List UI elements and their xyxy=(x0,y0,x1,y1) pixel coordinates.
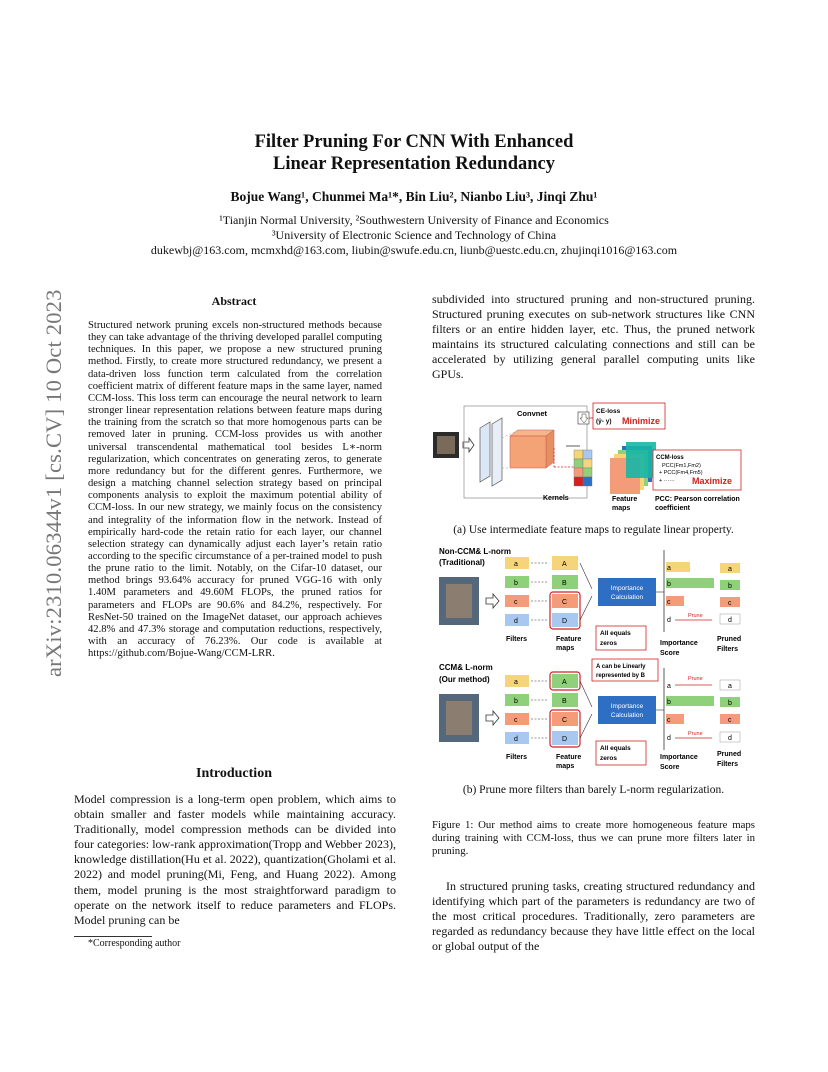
score-b-bottom xyxy=(666,696,714,706)
score-b-top xyxy=(666,578,714,588)
prune-label-bottom-1: Prune xyxy=(688,676,703,682)
maps-label-bottom: maps xyxy=(556,763,575,770)
kernel-stack xyxy=(574,450,592,486)
abstract-body: Structured network pruning excels non-structured methods because they can take advantage of the thriving developed parallel computing techniques. In this paper, we propose a new structured pruning method. Firstly, to create more structured redundancy, we present a data-driven loss function term calculated from the correlation coefficient matrix of different feature maps in the same layer, named CCM-loss. This loss term can encourage the neural network to learn stronger linear representation relations between feature maps during the training from the scratch so that more homogenous parts can be removed later in pruning. CCM-loss provides us with another universal transcendental mathematical tool besides L∗-norm regularization, which concentrates on generating zeros, to generate more redundancy but for the different genres. Furthermore, we design a matching channel selection strategy based on principal components analysis to exploit the maximum potential ability of CCM-loss. In our new strategy, we mainly focus on the consistency and integrality of the information flow in the network. Instead of empirically hard-code the retain ratio for each layer, our channel selection strategy can dynamically adjust each layer’s retain ratio according to the specific circumstance of a per-trained model to push the prune ratio to the limit. Notably, on the Cifar-10 dataset, our method brings 93.64% accuracy for pruned VGG-16 with only 1.40M parameters and 49.60M FLOPs, the pruned ratios for parameters and FLOPs are 90.6% and 84.2%, respectively. For ResNet-50 trained on the ImageNet dataset, our approach achieves 42.8% and 47.3% storage and computation reductions, respectively, with an accuracy of 76.23%. Our code is available at https://github.com/Bojue-Wang/CCM-LRR. xyxy=(88,320,382,660)
figure-1a-diagram xyxy=(432,398,755,516)
pcc-definition-cont: coefficient xyxy=(655,505,691,512)
map-a-top-label: A xyxy=(562,561,567,568)
filters-label-top: Filters xyxy=(506,636,528,643)
prune-label-bottom-2: Prune xyxy=(688,731,703,737)
pruned-b-bottom-label: b xyxy=(728,700,732,707)
filter-c-top-label: c xyxy=(514,599,518,606)
arrow-right-icon xyxy=(463,438,474,452)
ccm-loss-label: CCM-loss xyxy=(656,455,684,461)
linear-note-2: represented by B xyxy=(596,673,646,679)
importance-box-top xyxy=(598,578,656,606)
affiliation-line-1: ¹Tianjin Normal University, ²Southwestern University of Finance and Economics xyxy=(219,213,609,227)
conv-layer-1 xyxy=(480,422,490,482)
score-label-bottom: Importance xyxy=(660,754,698,761)
right-column-paragraph-2: In structured pruning tasks, creating structured redundancy and identifying which part of the parameters is redundancy are two of the most critical procedures. Traditionally, zero parameters are regarded as redundancy because they have little effect on the local or global output of the xyxy=(432,879,755,954)
arxiv-stamp xyxy=(14,287,66,677)
figure-1b-caption: (b) Prune more filters than barely L-norm regularization. xyxy=(462,784,725,796)
map-b-bottom-label: B xyxy=(562,698,567,705)
feature-block-side xyxy=(546,430,554,468)
maximize-label: Maximize xyxy=(692,476,733,486)
bottom-panel-subtitle: (Our method) xyxy=(439,675,490,684)
cat-image-a-fill xyxy=(437,436,455,454)
pruned-d-top-label: d xyxy=(728,617,732,624)
score-c-bottom-label: c xyxy=(667,717,671,724)
pruned-c-top-label: c xyxy=(728,600,732,607)
importance-label-bottom: Importance xyxy=(610,703,644,710)
kernel-8 xyxy=(583,477,592,486)
convnet-label: Convnet xyxy=(517,409,547,418)
ce-formula: (ŷ- y) xyxy=(596,418,612,425)
right-column-paragraph-1: subdivided into structured pruning and non-structured pruning. Structured pruning executes on sub-network structures like CNN filters or an entire hidden layer, etc. Thus, the pruned network maintains its structured calculating connections and still can be accelerated by utilizing general parallel computing units like GPUs. xyxy=(432,292,755,382)
ce-loss-label: CE-loss xyxy=(596,408,621,415)
cat-image-bottom-fill xyxy=(446,701,472,735)
kernel-6 xyxy=(583,459,592,468)
merge-line-4 xyxy=(580,714,592,738)
importance-label-top: Importance xyxy=(610,585,644,592)
feature-label: Feature xyxy=(612,496,638,503)
pruned-filters-label-bottom: Filters xyxy=(717,761,739,768)
filter-a-bottom-label: a xyxy=(514,679,518,686)
map-c-top-label: C xyxy=(562,599,568,606)
feature-label-top: Feature xyxy=(556,636,582,643)
map-a-bottom-label: A xyxy=(562,679,567,686)
kernels-label: Kernels xyxy=(543,495,569,502)
filter-b-bottom-label: b xyxy=(514,698,518,705)
pruned-label-bottom: Pruned xyxy=(717,751,742,758)
title-line-2: Linear Representation Redundancy xyxy=(273,154,555,174)
map-d-bottom-label: D xyxy=(562,736,568,743)
linear-note-1: A can be Linearly xyxy=(596,664,646,670)
feature-block-front xyxy=(510,436,546,468)
pruned-b-top-label: b xyxy=(728,583,732,590)
footnote: *Corresponding author xyxy=(88,938,181,949)
introduction-heading: Introduction xyxy=(196,766,272,781)
zeros-top: zeros xyxy=(600,640,617,647)
filter-c-bottom-label: c xyxy=(514,717,518,724)
score-d-top-label: d xyxy=(667,617,671,624)
feature-maps-stack xyxy=(610,442,656,494)
score-b-bottom-label: b xyxy=(667,699,671,706)
top-panel-title: Non-CCM& L-norm xyxy=(439,547,511,556)
email-line: dukewbj@163.com, mcmxhd@163.com, liubin@swufe.edu.cn, liunb@uestc.edu.cn, zhujinqi1016@163.com xyxy=(150,243,678,257)
pruned-a-top-label: a xyxy=(728,566,732,573)
score-c-top-label: c xyxy=(667,599,671,606)
merge-line-2 xyxy=(580,596,592,620)
maps-label-top: maps xyxy=(556,645,575,652)
score-a-top-label: a xyxy=(667,565,671,572)
title-line-1: Filter Pruning For CNN With Enhanced xyxy=(254,132,574,152)
importance-box-bottom xyxy=(598,696,656,724)
arxiv-stamp-text: arXiv:2310.06344v1 [cs.CV] 10 Oct 2023 xyxy=(41,289,66,677)
calculation-label-top: Calculation xyxy=(610,594,644,601)
minimize-label: Minimize xyxy=(622,416,661,426)
paper-title xyxy=(0,131,828,175)
score-d-bottom-label: d xyxy=(667,735,671,742)
feature-label-bottom: Feature xyxy=(556,754,582,761)
score-label-bottom-2: Score xyxy=(660,764,680,771)
pcc-definition: PCC: Pearson correlation xyxy=(655,496,740,503)
calculation-label-bottom: Calculation xyxy=(610,712,644,719)
score-label-top: Importance xyxy=(660,640,698,647)
pcc-term-2: + PCC(Fm4,Fm5) xyxy=(659,470,703,476)
merge-line-3 xyxy=(580,681,592,707)
cat-image-top-fill xyxy=(446,584,472,618)
kernel-1 xyxy=(574,450,583,459)
kernel-7 xyxy=(583,468,592,477)
score-a-bottom-label: a xyxy=(667,683,671,690)
score-b-top-label: b xyxy=(667,581,671,588)
author-list: Bojue Wang¹, Chunmei Ma¹*, Bin Liu², Nianbo Liu³, Jinqi Zhu¹ xyxy=(230,189,598,204)
all-equals-bottom: All equals xyxy=(600,745,631,752)
figure-1-caption: Figure 1: Our method aims to create more homogeneous feature maps during training with CCM-loss, thus we can prune more filters later in pruning. xyxy=(432,819,755,858)
arrow-right-icon-top xyxy=(486,594,499,608)
filter-d-bottom-label: d xyxy=(514,736,518,743)
pruned-label-top: Pruned xyxy=(717,636,742,643)
affiliation-line-2: ³University of Electronic Science and Technology of China xyxy=(271,228,557,242)
zeros-bottom: zeros xyxy=(600,755,617,762)
bottom-panel-title: CCM& L-norm xyxy=(439,663,493,672)
map-b-top-label: B xyxy=(562,580,567,587)
map-d-top-label: D xyxy=(562,618,568,625)
maps-label: maps xyxy=(612,505,631,512)
introduction-paragraph: Model compression is a long-term open problem, which aims to obtain smaller and faster models while maintaining accuracy. Traditionally, model compression methods can be divided into four categories: low-rank approximation(Tropp and Webber 2023), knowledge distillation(Hu et al. 2022), quantization(Gholami et al. 2022) and model pruning(Mi, Feng, and Huang 2022). Among them, model pruning is the most straightforward paradigm to operate on the network itself to reduce parameters and FLOPs. Model pruning can be xyxy=(74,792,396,927)
all-equals-top: All equals xyxy=(600,630,631,637)
filters-label-bottom: Filters xyxy=(506,754,528,761)
kernel-3 xyxy=(574,468,583,477)
kernel-2 xyxy=(574,459,583,468)
footnote-rule xyxy=(74,936,152,937)
abstract-heading: Abstract xyxy=(211,294,257,308)
conv-layer-2 xyxy=(492,418,502,486)
pcc-term-dots: + ······ xyxy=(659,478,675,484)
top-panel-subtitle: (Traditional) xyxy=(439,558,485,567)
kernel-4 xyxy=(574,477,583,486)
kernel-5 xyxy=(583,450,592,459)
map-c-bottom-label: C xyxy=(562,717,568,724)
filter-b-top-label: b xyxy=(514,580,518,587)
affiliations xyxy=(0,213,828,258)
filter-a-top-label: a xyxy=(514,561,518,568)
pruned-c-bottom-label: c xyxy=(728,717,732,724)
arrow-right-icon-bottom xyxy=(486,711,499,725)
figure-1b-diagram xyxy=(432,544,755,780)
pruned-a-bottom-label: a xyxy=(728,683,732,690)
prune-label-top: Prune xyxy=(688,613,703,619)
score-label-top-2: Score xyxy=(660,650,680,657)
feature-map-back-4 xyxy=(626,442,656,478)
filter-d-top-label: d xyxy=(514,618,518,625)
pruned-d-bottom-label: d xyxy=(728,735,732,742)
figure-1a-caption: (a) Use intermediate feature maps to regulate linear property. xyxy=(453,524,734,536)
merge-line-1 xyxy=(580,563,592,589)
pruned-filters-label-top: Filters xyxy=(717,646,739,653)
pcc-term-1: PCC(Fm1,Fm2) xyxy=(662,463,701,469)
